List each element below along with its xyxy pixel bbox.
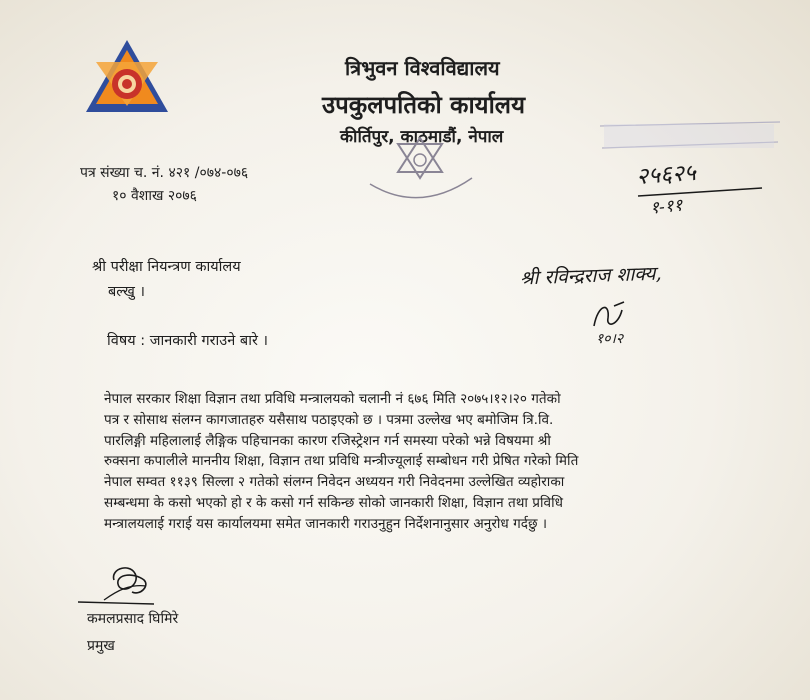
university-name: त्रिभुवन विश्वविद्यालय [345,56,500,80]
handwritten-note: श्री रविन्द्रराज शाक्य, [519,262,662,290]
recipient-line-1: श्री परीक्षा नियन्त्रण कार्यालय [92,259,241,275]
subject-line: विषय : जानकारी गराउने बारे । [107,333,268,349]
body-line: नेपाल सरकार शिक्षा विज्ञान तथा प्रविधि मन्त्रालयको चलानी नं ६७६ मिति २०७५।१२।२० गतेको [104,391,561,407]
reference-number: पत्र संख्या च. नं. ४२१ /०७४-०७६ [80,165,249,181]
body-line: रुक्सना कपालीले माननीय शिक्षा, विज्ञान तथा प्रविधि मन्त्रीज्यूलाई सम्बोधन गरी प्रेषित गरेको मिति [104,453,579,470]
handwritten-note-date: १०।२ [596,331,624,347]
letter-date: १० वैशाख २०७६ [112,188,197,204]
received-date: १-११ [649,195,684,219]
body-line: सम्बन्धमा के कसो भएको हो र के कसो गर्न सकिन्छ सोको जानकारी शिक्षा, विज्ञान तथा प्रविधि [104,494,563,511]
office-seal [360,134,480,214]
received-number: २५६२५ [635,159,697,191]
body-line: पारलिङ्गी महिलालाई लैङ्गिक पहिचानका कारण रजिस्ट्रेशन गर्न समस्या परेको भन्ने विषयमा श्री [104,432,551,449]
office-address: कीर्तिपुर, काठमाडौं, नेपाल [340,127,504,147]
body-line: मन्त्रालयलाई गराई यस कार्यालयमा समेत जानकारी गराउनुहुन निर्देशनानुसार अनुरोध गर्दछु । [104,515,547,532]
letter-body [104,389,780,535]
handwritten-initials [588,300,638,332]
signatory-name: कमलप्रसाद घिमिरे [87,611,179,627]
recipient-line-2: बल्खु । [108,284,145,300]
body-line: पत्र र सोसाथ संलग्न कागजातहरु यसैसाथ पठाइएको छ । पत्रमा उल्लेख भए बमोजिम त्रि.वि. [104,411,554,428]
office-name: उपकुलपतिको कार्यालय [322,91,525,119]
signatory-title: प्रमुख [87,638,115,654]
university-logo [84,38,170,114]
received-underline [636,186,766,198]
signature [74,560,184,616]
body-line: नेपाल सम्वत ११३९ सिल्ला २ गतेको संलग्न निवेदन अध्ययन गरी निवेदनमा उल्लेखित व्यहोराका [104,474,565,491]
